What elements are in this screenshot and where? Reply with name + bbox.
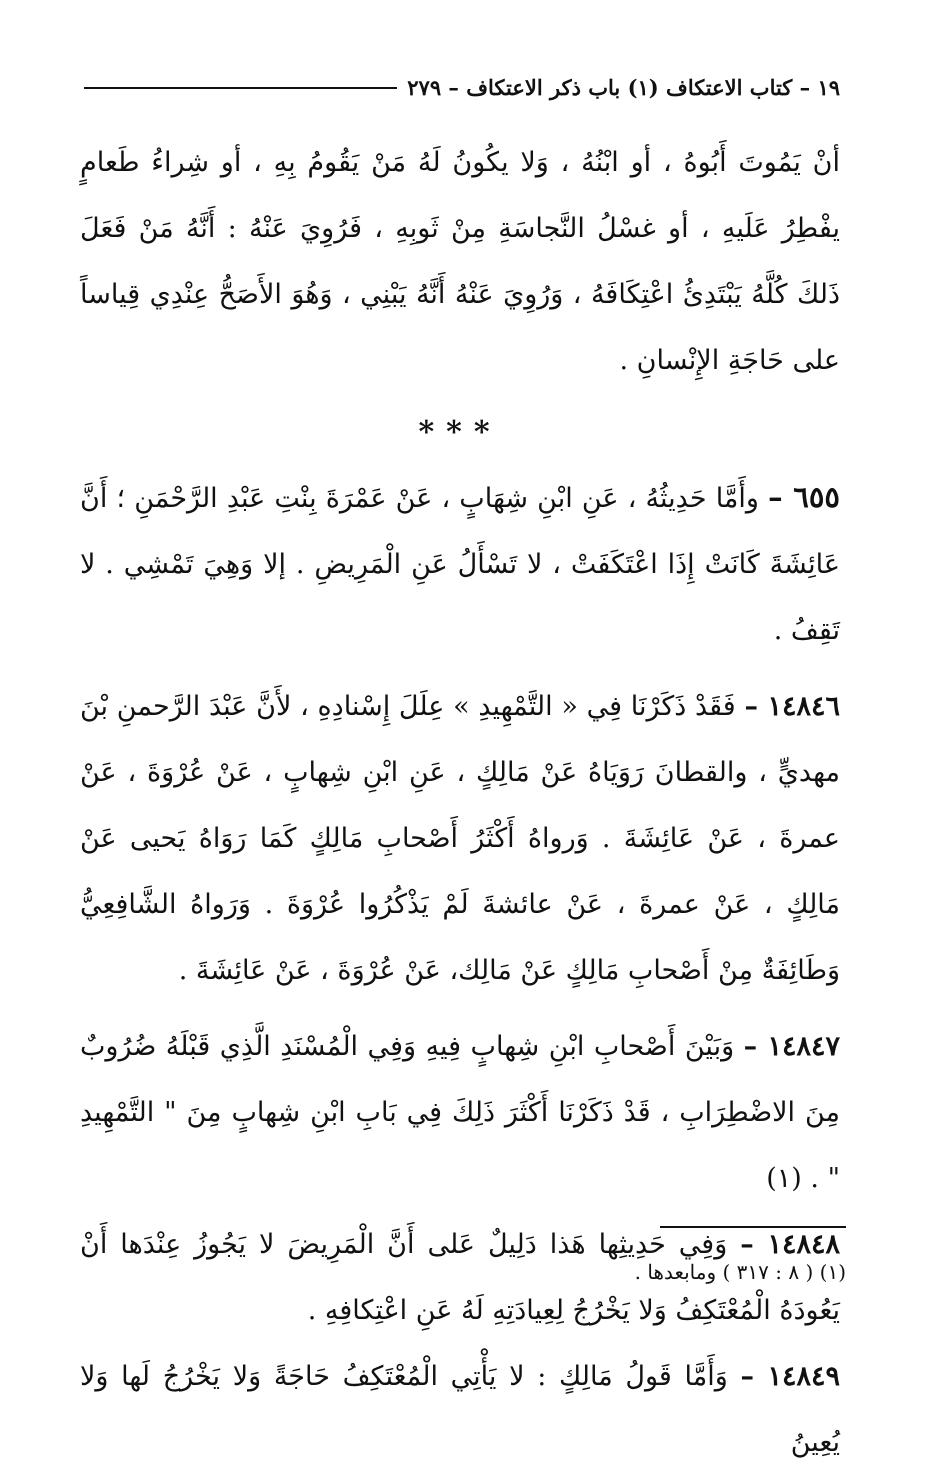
running-header	[80, 70, 840, 104]
paragraph-text: وَبَيْنَ أَصْحابِ ابْنِ شِهابٍ فِيهِ وَفِي الْمُسْنَدِ الَّذِي قَبْلَهُ ضُرُوبٌ مِنَ الاضْطِرَابِ ، قَدْ ذَكَرْنَا أَكْثَرَ ذَلِكَ فِي بَابِ ابْنِ شِهابٍ مِنَ " التَّمْهِيدِ " . (١)	[80, 1031, 840, 1194]
intro-paragraph: أنْ يَمُوتَ أَبُوهُ ، أو ابْنُهُ ، وَلا يكُونُ لَهُ مَنْ يَقُومُ بِهِ ، أو شِراءُ طَعامٍ يفْطِرُ عَلَيهِ ، أو غسْلُ النَّجاسَةِ مِنْ ثَوبِهِ ، فَرُوِيَ عَنْهُ : أَنَّهُ مَنْ فَعَلَ ذَلكَ كُلَّهُ يَبْتَدِئُ اعْتِكَافَهُ ، وَرُوِيَ عَنْهُ أَنَّهُ يَبْنِي ، وَهُوَ الأَصَحُّ عِنْدِي قِياساً على حَاجَةِ الإِنْسانِ .	[80, 147, 840, 376]
paragraph-14847	[80, 1014, 840, 1212]
paragraph-14849	[80, 1344, 840, 1476]
paragraph-number: ١٤٨٤٩ –	[740, 1361, 840, 1392]
header-rule	[84, 87, 397, 89]
footnote-rule	[660, 1226, 846, 1228]
paragraph-text: فَقَدْ ذَكَرْنَا فِي « التَّمْهِيدِ » عِلَلَ إِسْنادِهِ ، لأَنَّ عَبْدَ الرَّحمنِ بْنَ مهديٍّ ، والقطانَ رَوَيَاهُ عَنْ مَالِكٍ ، عَنِ ابْنِ شِهابٍ ، عَنْ عُرْوَةَ ، عَنْ عمرةَ ، عَنْ عَائِشَةَ . وَرواهُ أَكْثَرُ أَصْحابِ مَالِكٍ كَمَا رَوَاهُ يَحيى عَنْ مَالِكٍ ، عَنْ عمرةَ ، عَنْ عائشةَ لَمْ يَذْكُرُوا عُرْوَةَ . وَرَواهُ الشَّافِعِيُّ وَطَائِفَةٌ مِنْ أَصْحابِ مَالِكٍ عَنْ مَالِك، عَنْ عُرْوَةَ ، عَنْ عَائِشَةَ .	[80, 691, 840, 986]
hadith-text: وأَمَّا حَدِيثُهُ ، عَنِ ابْنِ شِهَابٍ ، عَنْ عَمْرَةَ بِنْتِ عَبْدِ الرَّحْمَنِ ؛ أَنَّ عَائِشَةَ كَانَتْ إِذَا اعْتَكَفَتْ ، لا تَسْأَلُ عَنِ الْمَرِيضِ . إلا وَهِيَ تَمْشِي . لا تَقِفُ .	[80, 483, 840, 646]
paragraph-14846	[80, 674, 840, 1004]
hadith-paragraph	[80, 464, 840, 664]
header-title: ١٩ – كتاب الاعتكاف (١) باب ذكر الاعتكاف – ٢٧٩	[407, 74, 840, 100]
paragraph-number: ١٤٨٤٧ –	[743, 1031, 840, 1062]
hadith-number: ٦٥٥ –	[768, 480, 840, 514]
paragraph-text: وَأَمَّا قَولُ مَالِكٍ : لا يَأْتِي الْمُعْتَكِفُ حَاجَةً وَلا يَخْرُجُ لَها وَلا يُعِينُ	[80, 1361, 840, 1458]
section-separator: ***	[418, 415, 502, 450]
paragraph-number: ١٤٨٤٨ –	[740, 1229, 840, 1260]
paragraph-number: ١٤٨٤٦ –	[744, 691, 840, 722]
paragraph-text: وَفِي حَدِيثِها هَذا دَلِيلٌ عَلى أَنَّ الْمَرِيضَ لا يَجُوزُ عِنْدَها أَنْ يَعُودَهُ الْمُعْتَكِفُ وَلا يَخْرُجُ لِعِيادَتِهِ لَهُ عَنِ اعْتِكافِهِ .	[80, 1229, 840, 1326]
footnote: (١) ( ٨ : ٣١٧ ) ومابعدها .	[634, 1260, 846, 1284]
